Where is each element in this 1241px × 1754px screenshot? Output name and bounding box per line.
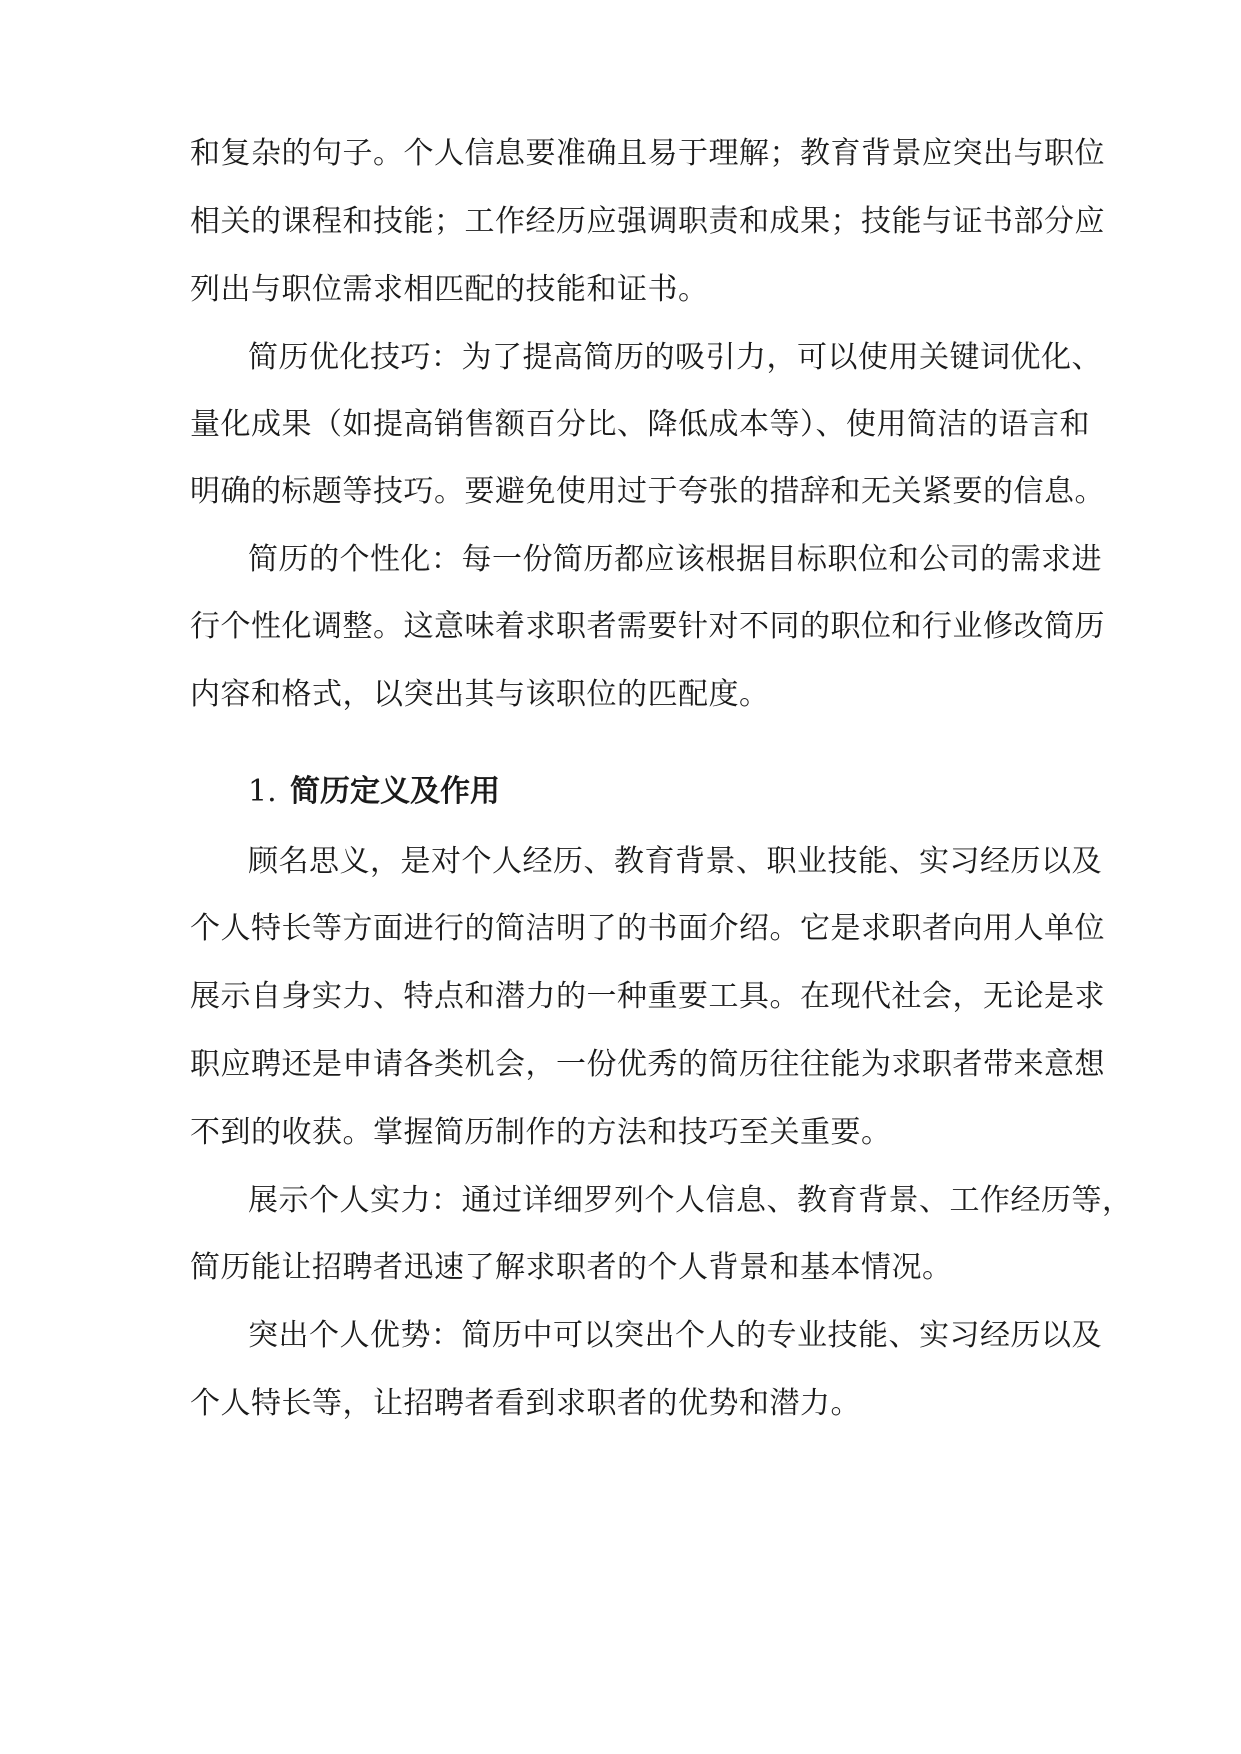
paragraph-line: 简历的个性化：每一份简历都应该根据目标职位和公司的需求进 [248,542,1102,577]
paragraph-line: 个人特长等方面进行的简洁明了的书面介绍。它是求职者向用人单位 [190,911,1105,946]
paragraph-line: 内容和格式，以突出其与该职位的匹配度。 [190,677,770,712]
paragraph-line: 简历优化技巧：为了提高简历的吸引力，可以使用关键词优化、 [248,340,1102,375]
paragraph-line: 展示个人实力：通过详细罗列个人信息、教育背景、工作经历等， [248,1183,1133,1218]
paragraph-line: 简历能让招聘者迅速了解求职者的个人背景和基本情况。 [190,1250,953,1285]
paragraph-line: 行个性化调整。这意味着求职者需要针对不同的职位和行业修改简历 [190,609,1105,644]
paragraph-line: 相关的课程和技能；工作经历应强调职责和成果；技能与证书部分应 [190,204,1105,239]
paragraph-line: 顾名思义，是对个人经历、教育背景、职业技能、实习经历以及 [248,844,1102,879]
paragraph-line: 和复杂的句子。个人信息要准确且易于理解；教育背景应突出与职位 [190,136,1105,171]
paragraph-line: 量化成果（如提高销售额百分比、降低成本等）、使用简洁的语言和 [190,407,1090,442]
paragraph-line: 明确的标题等技巧。要避免使用过于夸张的措辞和无关紧要的信息。 [190,474,1105,509]
section-number: 1. [248,774,277,809]
section-heading [248,772,1048,812]
paragraph-line: 不到的收获。掌握简历制作的方法和技巧至关重要。 [190,1115,892,1150]
paragraph-line: 突出个人优势：简历中可以突出个人的专业技能、实习经历以及 [248,1318,1102,1353]
paragraph-line: 展示自身实力、特点和潜力的一种重要工具。在现代社会，无论是求 [190,979,1105,1014]
paragraph-line: 职应聘还是申请各类机会，一份优秀的简历往往能为求职者带来意想 [190,1047,1105,1082]
section-title: 简历定义及作用 [290,774,500,809]
paragraph-line: 列出与职位需求相匹配的技能和证书。 [190,272,709,307]
paragraph-line: 个人特长等，让招聘者看到求职者的优势和潜力。 [190,1386,861,1421]
